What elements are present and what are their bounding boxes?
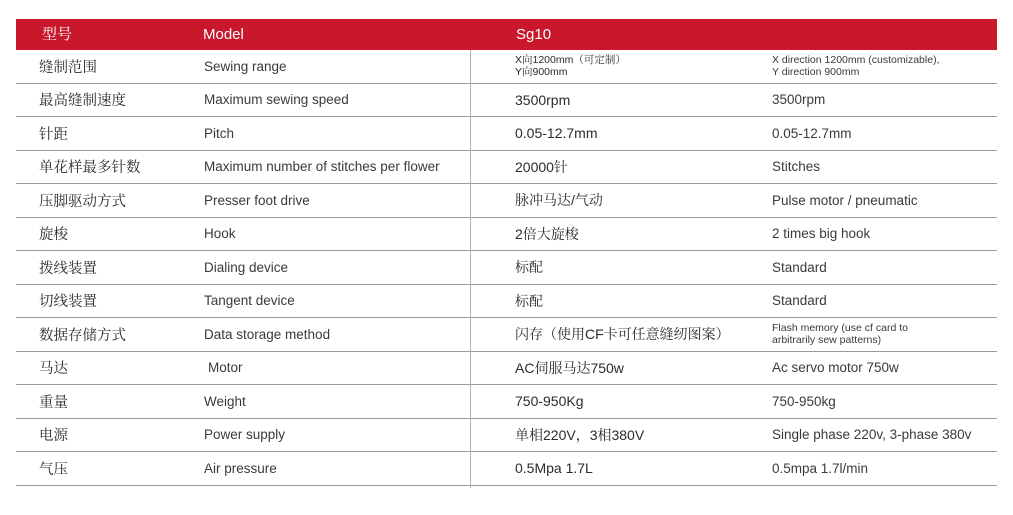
- row-value-cn-line: X向1200mm（可定制）: [515, 54, 626, 67]
- row-value-cn: 3500rpm: [515, 91, 571, 108]
- row-value-cn: 20000针: [515, 158, 568, 175]
- row-label-cn: 切线装置: [39, 294, 97, 311]
- table-row: [16, 151, 997, 185]
- row-label-cn: 缝制范围: [39, 59, 97, 76]
- row-value-cn: 标配: [515, 292, 543, 309]
- table-header: [16, 19, 997, 50]
- header-model-cn: 型号: [42, 26, 73, 43]
- row-value-en-line: X direction 1200mm (customizable),: [772, 54, 940, 67]
- row-label-cn: 最高缝制速度: [39, 93, 126, 110]
- row-value-en: Ac servo motor 750w: [772, 360, 899, 376]
- row-value-cn: 闪存（使用CF卡可任意缝纫图案）: [515, 326, 730, 343]
- row-label-en: Maximum sewing speed: [204, 92, 349, 108]
- row-label-cn: 马达: [39, 361, 68, 378]
- table-row: [16, 452, 997, 486]
- row-value-cn: 0.5Mpa 1.7L: [515, 460, 593, 477]
- row-label-en: Pitch: [204, 125, 235, 141]
- table-row: [16, 251, 997, 285]
- table-row: [16, 50, 997, 84]
- table-row: [16, 117, 997, 151]
- row-label-cn: 拨线装置: [39, 260, 97, 277]
- row-label-cn: 重量: [39, 394, 68, 411]
- row-value-en: Single phase 220v, 3-phase 380v: [772, 427, 972, 443]
- row-value-en: Stitches: [772, 159, 821, 175]
- row-value-en: [772, 50, 997, 83]
- column-divider: [470, 50, 471, 488]
- row-label-en: Hook: [204, 226, 236, 242]
- row-value-en: 0.5mpa 1.7l/min: [772, 460, 869, 476]
- row-label-en: Weight: [204, 393, 246, 409]
- row-label-cn: 旋梭: [39, 227, 68, 244]
- row-value-en-line: Y direction 900mm: [772, 66, 860, 79]
- row-value-en: [772, 318, 997, 351]
- row-label-en: Motor: [208, 360, 243, 376]
- header-model-en: Model: [203, 26, 244, 43]
- row-value-cn: 标配: [515, 259, 543, 276]
- row-value-cn-line: Y向900mm: [515, 66, 568, 79]
- row-value-en-line: arbitrarily sew patterns): [772, 334, 882, 347]
- spec-table: [16, 19, 997, 486]
- row-label-cn: 电源: [39, 428, 68, 445]
- row-value-en: 0.05-12.7mm: [772, 125, 852, 141]
- row-value-cn: 脉冲马达/气动: [515, 192, 603, 209]
- row-value-cn: 单相220V，3相380V: [515, 426, 645, 443]
- row-value-en: Standard: [772, 293, 827, 309]
- table-row: [16, 285, 997, 319]
- row-value-en: Standard: [772, 259, 827, 275]
- table-row: [16, 184, 997, 218]
- row-label-en: Dialing device: [204, 259, 289, 275]
- table-row: [16, 218, 997, 252]
- table-row: [16, 419, 997, 453]
- row-label-cn: 气压: [39, 461, 68, 478]
- row-label-en: Sewing range: [204, 58, 287, 74]
- table-row: [16, 352, 997, 386]
- row-value-en-line: Flash memory (use cf card to: [772, 322, 908, 335]
- row-value-cn: [515, 50, 767, 83]
- row-value-cn: 750-950Kg: [515, 393, 584, 410]
- row-label-cn: 压脚驱动方式: [39, 193, 126, 210]
- header-model-value: Sg10: [516, 26, 552, 43]
- row-value-en: 750-950kg: [772, 393, 836, 409]
- row-label-cn: 针距: [39, 126, 68, 143]
- row-label-en: Tangent device: [204, 293, 295, 309]
- table-row: [16, 318, 997, 352]
- table-row: [16, 84, 997, 118]
- row-value-cn: AC伺服马达750w: [515, 359, 624, 376]
- row-value-cn: 2倍大旋梭: [515, 225, 579, 242]
- row-value-en: 3500rpm: [772, 92, 826, 108]
- row-label-en: Power supply: [204, 427, 286, 443]
- table-row: [16, 385, 997, 419]
- row-label-en: Data storage method: [204, 326, 331, 342]
- row-label-cn: 单花样最多针数: [39, 160, 141, 177]
- row-value-cn: 0.05-12.7mm: [515, 125, 598, 142]
- row-label-en: Maximum number of stitches per flower: [204, 159, 440, 175]
- row-value-en: Pulse motor / pneumatic: [772, 192, 918, 208]
- row-label-cn: 数据存储方式: [39, 327, 126, 344]
- row-value-en: 2 times big hook: [772, 226, 871, 242]
- row-label-en: Presser foot drive: [204, 192, 310, 208]
- row-label-en: Air pressure: [204, 460, 277, 476]
